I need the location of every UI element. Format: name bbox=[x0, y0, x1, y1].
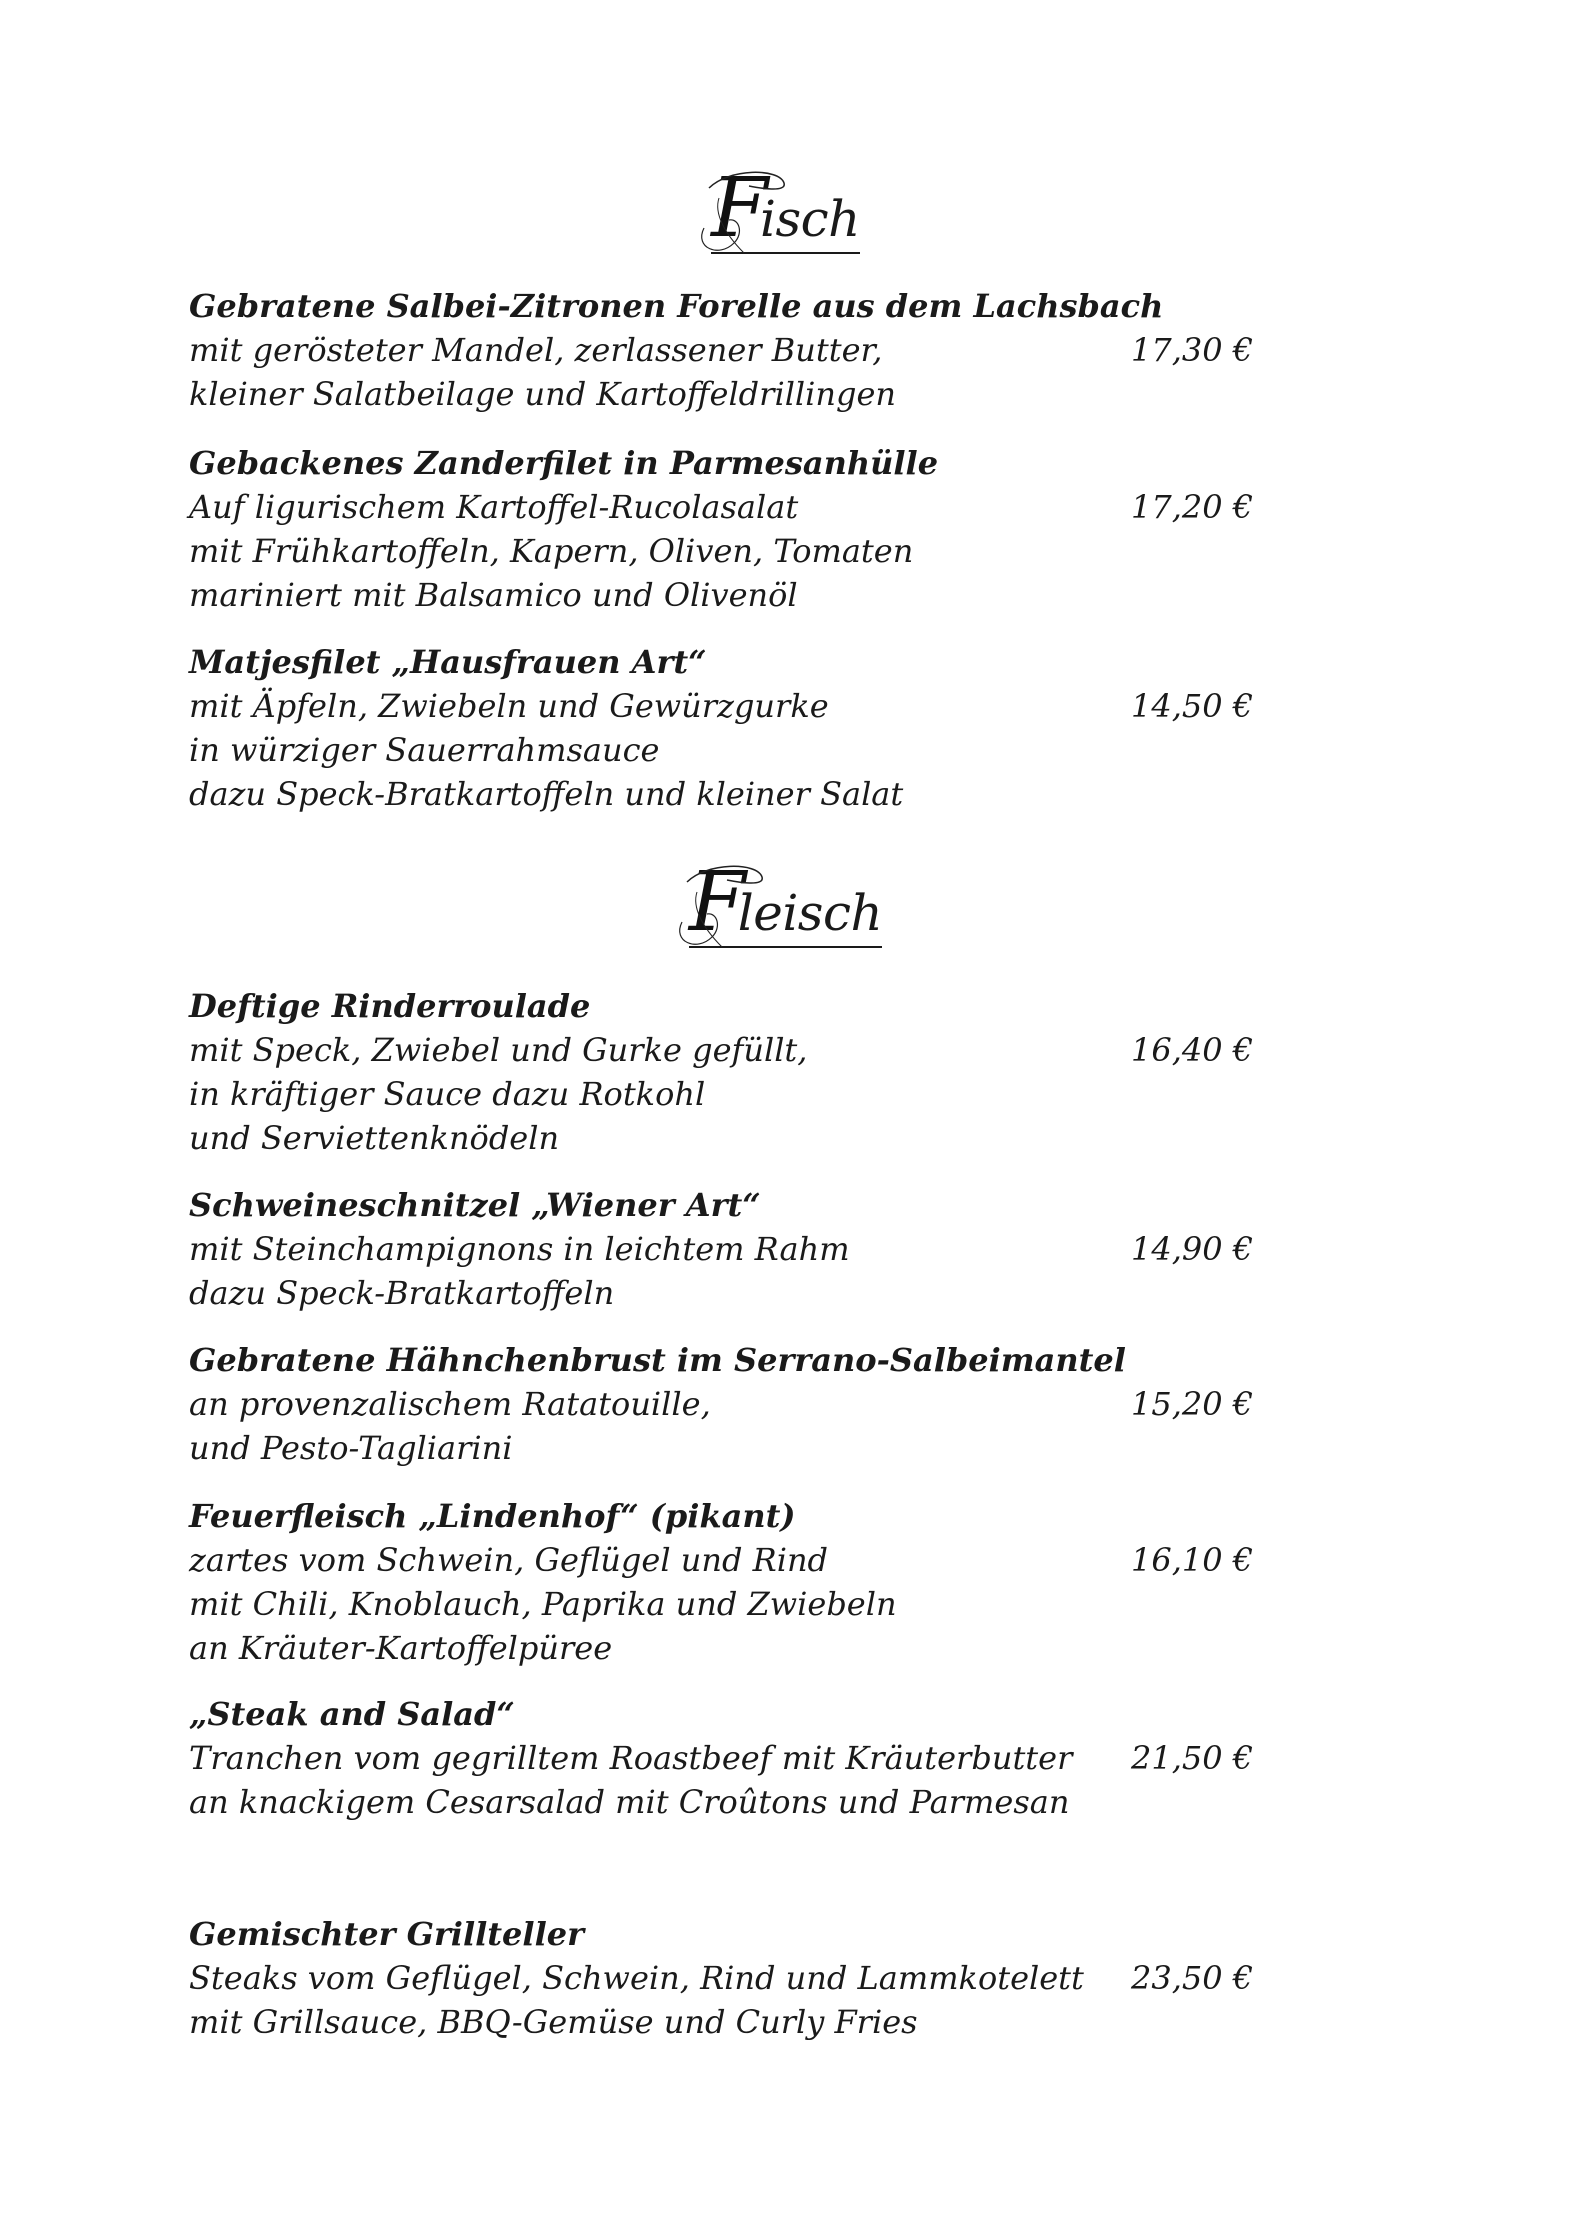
section-heading-fleisch bbox=[0, 855, 1571, 950]
item-description: in kräftiger Sauce dazu Rotkohl bbox=[189, 1075, 706, 1113]
section-title: leisch bbox=[737, 884, 883, 942]
decorative-initial: F bbox=[711, 168, 768, 250]
item-name: Gebratene Hähnchenbrust im Serrano-Salbeimantel bbox=[189, 1341, 1126, 1379]
item-description: Auf ligurischem Kartoffel-Rucolasalat 17,20 € bbox=[189, 485, 1249, 529]
item-name: Matjesfilet „Hausfrauen Art“ bbox=[189, 643, 707, 681]
heading-underline bbox=[688, 855, 883, 950]
menu-item bbox=[189, 441, 1254, 617]
item-price: 23,50 € bbox=[1131, 1959, 1254, 1997]
item-description: dazu Speck-Bratkartoffeln und kleiner Salat bbox=[189, 775, 904, 813]
heading-underline bbox=[711, 161, 860, 256]
item-name: Deftige Rinderroulade bbox=[189, 987, 591, 1025]
item-name: Feuerfleisch „Lindenhof“ (pikant) bbox=[189, 1497, 796, 1535]
item-price: 21,50 € bbox=[1131, 1739, 1254, 1777]
section-title: isch bbox=[760, 190, 860, 248]
item-name: Gebackenes Zanderfilet in Parmesanhülle bbox=[189, 444, 939, 482]
item-description: mit gerösteter Mandel, zerlassener Butter, 17,30 € bbox=[189, 328, 1249, 372]
item-description: mit Äpfeln, Zwiebeln und Gewürzgurke 14,50 € bbox=[189, 684, 1249, 728]
item-price: 16,40 € bbox=[1131, 1031, 1254, 1069]
item-description: Tranchen vom gegrilltem Roastbeef mit Kräuterbutter 21,50 € bbox=[189, 1736, 1249, 1780]
menu-item bbox=[189, 1183, 1254, 1315]
menu-item bbox=[189, 1338, 1254, 1470]
item-price: 14,50 € bbox=[1131, 687, 1254, 725]
menu-item bbox=[189, 1692, 1254, 1824]
item-description: an Kräuter-Kartoffelpüree bbox=[189, 1629, 613, 1667]
item-description: kleiner Salatbeilage und Kartoffeldrillingen bbox=[189, 375, 897, 413]
item-price: 17,30 € bbox=[1131, 331, 1254, 369]
item-description: zartes vom Schwein, Geflügel und Rind 16,10 € bbox=[189, 1538, 1249, 1582]
item-description: mit Chili, Knoblauch, Paprika und Zwiebeln bbox=[189, 1585, 897, 1623]
decorative-initial: F bbox=[689, 862, 746, 944]
item-description: und Serviettenknödeln bbox=[189, 1119, 560, 1157]
item-description: an knackigem Cesarsalad mit Croûtons und Parmesan bbox=[189, 1783, 1070, 1821]
menu-item bbox=[189, 284, 1254, 416]
item-description: Steaks vom Geflügel, Schwein, Rind und Lammkotelett 23,50 € bbox=[189, 1956, 1249, 2000]
item-description: an provenzalischem Ratatouille, 15,20 € bbox=[189, 1382, 1249, 1426]
item-name: „Steak and Salad“ bbox=[189, 1695, 515, 1733]
menu-item bbox=[189, 984, 1254, 1160]
item-description: mit Speck, Zwiebel und Gurke gefüllt, 16,40 € bbox=[189, 1028, 1249, 1072]
section-heading-fisch bbox=[0, 161, 1571, 256]
menu-item bbox=[189, 1912, 1254, 2044]
item-description: mariniert mit Balsamico und Olivenöl bbox=[189, 576, 798, 614]
item-description: mit Frühkartoffeln, Kapern, Oliven, Tomaten bbox=[189, 532, 914, 570]
item-description: in würziger Sauerrahmsauce bbox=[189, 731, 660, 769]
menu-item bbox=[189, 1494, 1254, 1670]
item-description: und Pesto-Tagliarini bbox=[189, 1429, 513, 1467]
item-price: 16,10 € bbox=[1131, 1541, 1254, 1579]
item-description: dazu Speck-Bratkartoffeln bbox=[189, 1274, 615, 1312]
item-description: mit Grillsauce, BBQ-Gemüse und Curly Fries bbox=[189, 2003, 918, 2041]
item-price: 17,20 € bbox=[1131, 488, 1254, 526]
item-price: 15,20 € bbox=[1131, 1385, 1254, 1423]
item-price: 14,90 € bbox=[1131, 1230, 1254, 1268]
item-description: mit Steinchampignons in leichtem Rahm 14,90 € bbox=[189, 1227, 1249, 1271]
item-name: Gebratene Salbei-Zitronen Forelle aus dem Lachsbach bbox=[189, 287, 1164, 325]
menu-item bbox=[189, 640, 1254, 816]
item-name: Schweineschnitzel „Wiener Art“ bbox=[189, 1186, 761, 1224]
item-name: Gemischter Grillteller bbox=[189, 1915, 584, 1953]
